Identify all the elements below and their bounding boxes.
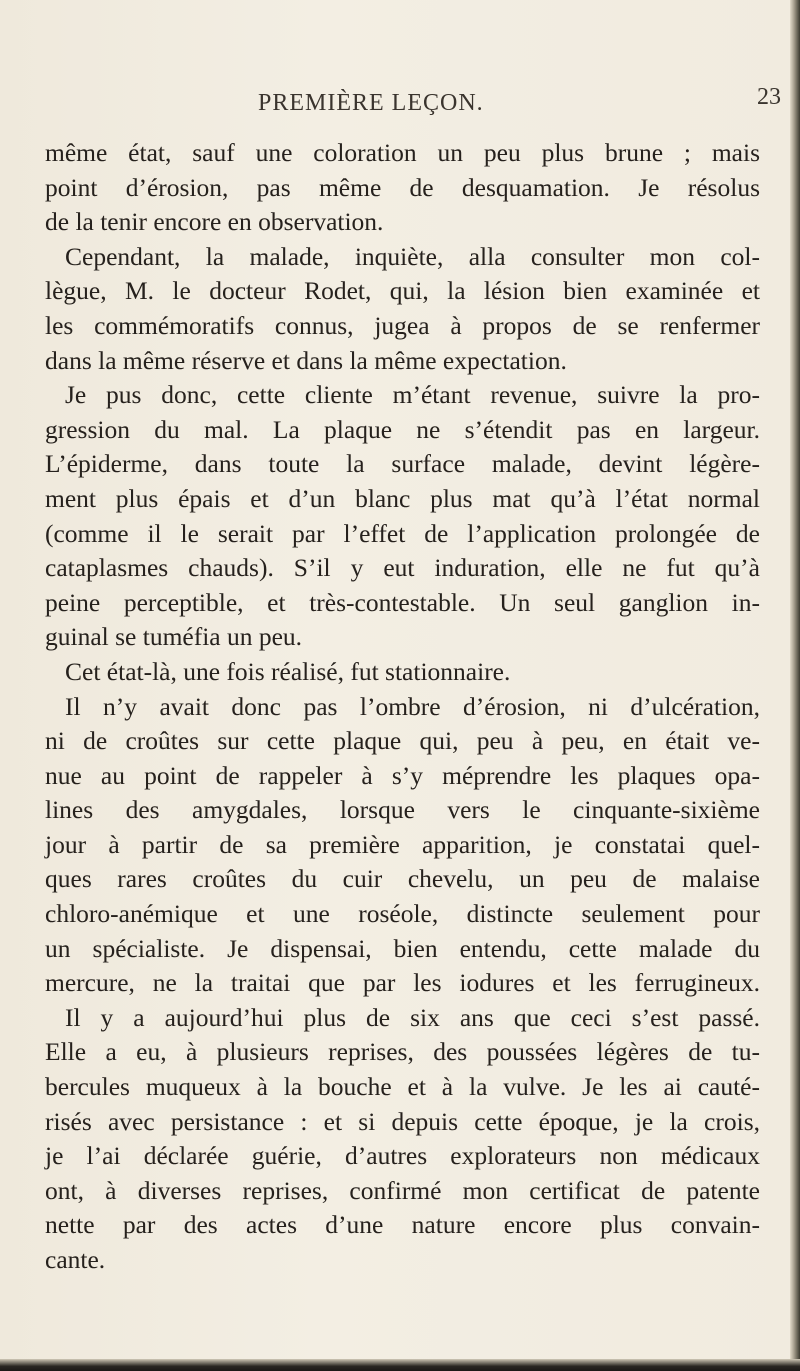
text-line: peine perceptible, et très-contestable. Un seul ganglion in-: [45, 587, 760, 617]
text-line: jour à partir de sa première apparition, je constatai quel-: [45, 829, 760, 859]
text-line: un spécialiste. Je dispensai, bien entendu, cette malade du: [45, 933, 760, 963]
text-line: (comme il le serait par l’effet de l’application prolongée de: [45, 518, 760, 548]
text-line: les commémoratifs connus, jugea à propos de se renfermer: [45, 310, 760, 340]
text-line: lines des amygdales, lorsque vers le cinquante-sixième: [45, 795, 760, 825]
text-line: dans la même réserve et dans la même expectation.: [45, 345, 567, 375]
body-text: [45, 136, 760, 1278]
text-line: cataplasmes chauds). S’il y eut induration, elle ne fut qu’à: [45, 553, 760, 583]
text-line: point d’érosion, pas même de desquamation. Je résolus: [45, 172, 760, 202]
text-line: Je pus donc, cette cliente m’étant revenue, suivre la pro-: [65, 380, 760, 410]
text-line: L’épiderme, dans toute la surface malade, devint légère-: [45, 449, 760, 479]
text-line: même état, sauf une coloration un peu plus brune ; mais: [45, 138, 760, 167]
text-line: lègue, M. le docteur Rodet, qui, la lésion bien examinée et: [45, 276, 760, 306]
text-line: ont, à diverses reprises, confirmé mon certificat de patente: [45, 1175, 760, 1205]
text-line: Elle a eu, à plusieurs reprises, des poussées légères de tu-: [45, 1037, 760, 1067]
running-title: PREMIÈRE LEÇON.: [258, 90, 484, 116]
text-line: Il y a aujourd’hui plus de six ans que ceci s’est passé.: [65, 1002, 760, 1032]
text-line: gression du mal. La plaque ne s’étendit pas en largeur.: [45, 414, 760, 444]
text-line: risés avec persistance : et si depuis cette époque, je la crois,: [45, 1106, 760, 1136]
page-edge-shadow: [790, 0, 800, 1371]
text-line: guinal se tuméfia un peu.: [45, 622, 303, 652]
text-line: ni de croûtes sur cette plaque qui, peu à peu, en était ve-: [45, 726, 760, 756]
text-line: chloro-anémique et une roséole, distincte seulement pour: [45, 899, 760, 929]
text-line: Cet état-là, une fois réalisé, fut stationnaire.: [65, 656, 511, 686]
text-line: Cependant, la malade, inquiète, alla consulter mon col-: [65, 241, 760, 271]
text-line: de la tenir encore en observation.: [45, 207, 384, 237]
page-header: [0, 84, 800, 130]
text-line: bercules muqueux à la bouche et à la vulve. Je les ai cauté-: [45, 1072, 760, 1102]
page-number: 23: [757, 84, 781, 110]
text-line: nette par des actes d’une nature encore plus convain-: [45, 1210, 760, 1240]
text-line: ment plus épais et d’un blanc plus mat qu’à l’état normal: [45, 483, 760, 513]
text-line: mercure, ne la traitai que par les iodures et les ferrugineux.: [45, 968, 760, 998]
text-line: nue au point de rappeler à s’y méprendre les plaques opa-: [45, 760, 760, 790]
text-line: ques rares croûtes du cuir chevelu, un peu de malaise: [45, 864, 760, 894]
text-line: cante.: [45, 1245, 106, 1274]
text-line: je l’ai déclarée guérie, d’autres explorateurs non médicaux: [45, 1141, 760, 1171]
text-line: Il n’y avait donc pas l’ombre d’érosion, ni d’ulcération,: [65, 691, 760, 721]
page-bottom-edge: [0, 1359, 800, 1371]
